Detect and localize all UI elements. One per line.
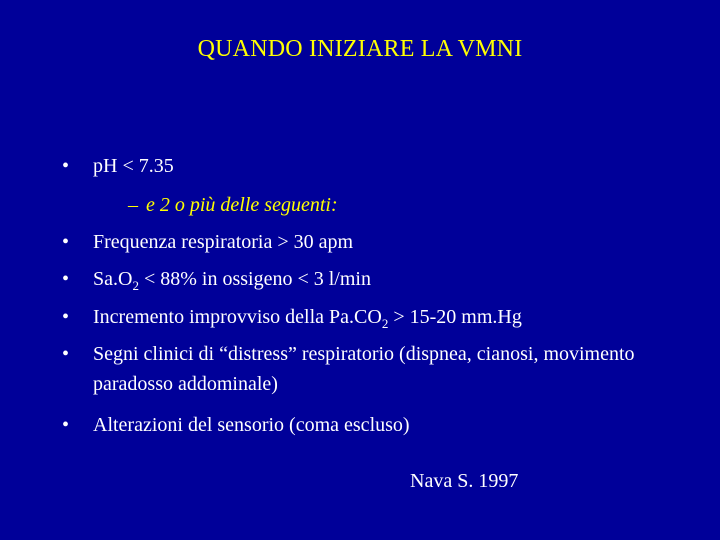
bullet-text: Frequenza respiratoria > 30 apm: [93, 231, 354, 253]
bullet-dot: •: [62, 414, 70, 436]
dash-marker: –: [128, 194, 138, 216]
bullet-dot: •: [62, 268, 70, 290]
bullet-dot: •: [62, 343, 70, 365]
bullet-dot: •: [62, 155, 70, 177]
sub-bullet-criteria: [128, 194, 338, 217]
bullet-dot: •: [62, 231, 70, 253]
sub-bullet-text: e 2 o più delle seguenti:: [146, 194, 338, 216]
slide-title: QUANDO INIZIARE LA VMNI: [197, 36, 523, 62]
reference-citation: Nava S. 1997: [410, 470, 519, 492]
bullet-text: Alterazioni del sensorio (coma escluso): [93, 414, 410, 436]
bullet-text: $Sa.O_2 < 88\%$ in ossigeno < 3 l/min: [93, 268, 371, 293]
bullet-text: Segni clinici di “distress” respiratorio (dispnea, cianosi, movimento paradosso addominale): [93, 343, 635, 395]
bullet-text: pH < 7.35: [93, 155, 174, 177]
bullet-text: Incremento improvviso della $Pa.CO_2 > 15-20$ mm.Hg: [93, 306, 522, 331]
bullet-dot: •: [62, 306, 70, 328]
